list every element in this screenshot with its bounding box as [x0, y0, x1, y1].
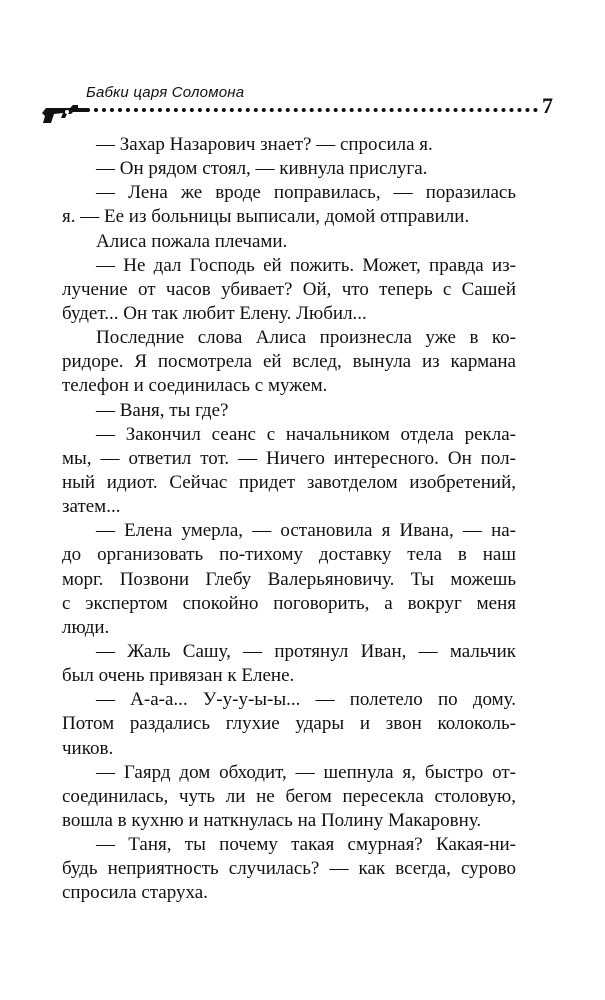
- text-line: Последние слова Алиса произнесла уже в ко-: [96, 327, 516, 349]
- text-line: — Он рядом стоял, — кивнула прислуга.: [96, 158, 428, 180]
- text-line: люди.: [62, 616, 110, 638]
- text-line: — Гаярд дом обходит, — шепнула я, быстро от-: [96, 761, 516, 783]
- text-line: до организовать по-тихому доставку тела в наш: [62, 544, 516, 566]
- text-line: — Елена умерла, — остановила я Ивана, — на-: [96, 520, 516, 542]
- text-line: морг. Позвони Глебу Валерьяновичу. Ты можешь: [62, 568, 516, 590]
- text-line: — Ваня, ты где?: [96, 399, 229, 421]
- text-line: лучение от часов убивает? Ой, что теперь с Сашей: [62, 278, 516, 300]
- text-line: я. — Ее из больницы выписали, домой отправили.: [62, 206, 470, 228]
- text-line: — А-а-а... У-у-у-ы-ы... — полетело по дому.: [96, 689, 516, 711]
- text-line: спросила старуха.: [62, 882, 208, 904]
- page-header: [40, 84, 560, 124]
- text-line: ридоре. Я посмотрела ей вслед, вынула из кармана: [62, 351, 516, 373]
- text-line: телефон и соединилась с мужем.: [62, 375, 328, 397]
- text-line: — Лена же вроде поправилась, — поразилась: [96, 182, 516, 204]
- text-line: с экспертом спокойно поговорить, а вокруг меня: [62, 592, 516, 614]
- text-line: Алиса пожала плечами.: [96, 230, 288, 252]
- running-title: Бабки царя Соломона: [86, 84, 245, 101]
- text-line: — Жаль Сашу, — протянул Иван, — мальчик: [96, 640, 516, 662]
- text-line: — Закончил сеанс с начальником отдела рекла-: [96, 423, 516, 445]
- body-text: [62, 133, 516, 906]
- text-line: вошла в кухню и наткнулась на Полину Макаровну.: [62, 809, 482, 831]
- text-line: ный идиот. Сейчас придет завотделом изобретений,: [62, 471, 516, 493]
- text-line: — Захар Назарович знает? — спросила я.: [96, 134, 433, 155]
- leader-dots: [86, 108, 538, 112]
- text-line: был очень привязан к Елене.: [62, 665, 295, 687]
- text-line: чиков.: [62, 737, 114, 759]
- text-line: — Не дал Господь ей пожить. Может, правда из-: [96, 254, 516, 276]
- text-line: — Таня, ты почему такая смурная? Какая-ни-: [96, 834, 516, 856]
- text-line: будь неприятность случилась? — как всегда, сурово: [62, 858, 516, 880]
- text-line: соединилась, чуть ли не бегом пересекла столовую,: [62, 785, 516, 807]
- revolver-icon: [40, 102, 90, 124]
- text-line: мы, — ответил тот. — Ничего интересного. Он пол-: [62, 447, 516, 469]
- text-line: Потом раздались глухие удары и звон колоколь-: [62, 713, 516, 735]
- page-number: 7: [542, 93, 553, 118]
- text-line: будет... Он так любит Елену. Любил...: [62, 302, 367, 324]
- text-line: затем...: [62, 496, 121, 518]
